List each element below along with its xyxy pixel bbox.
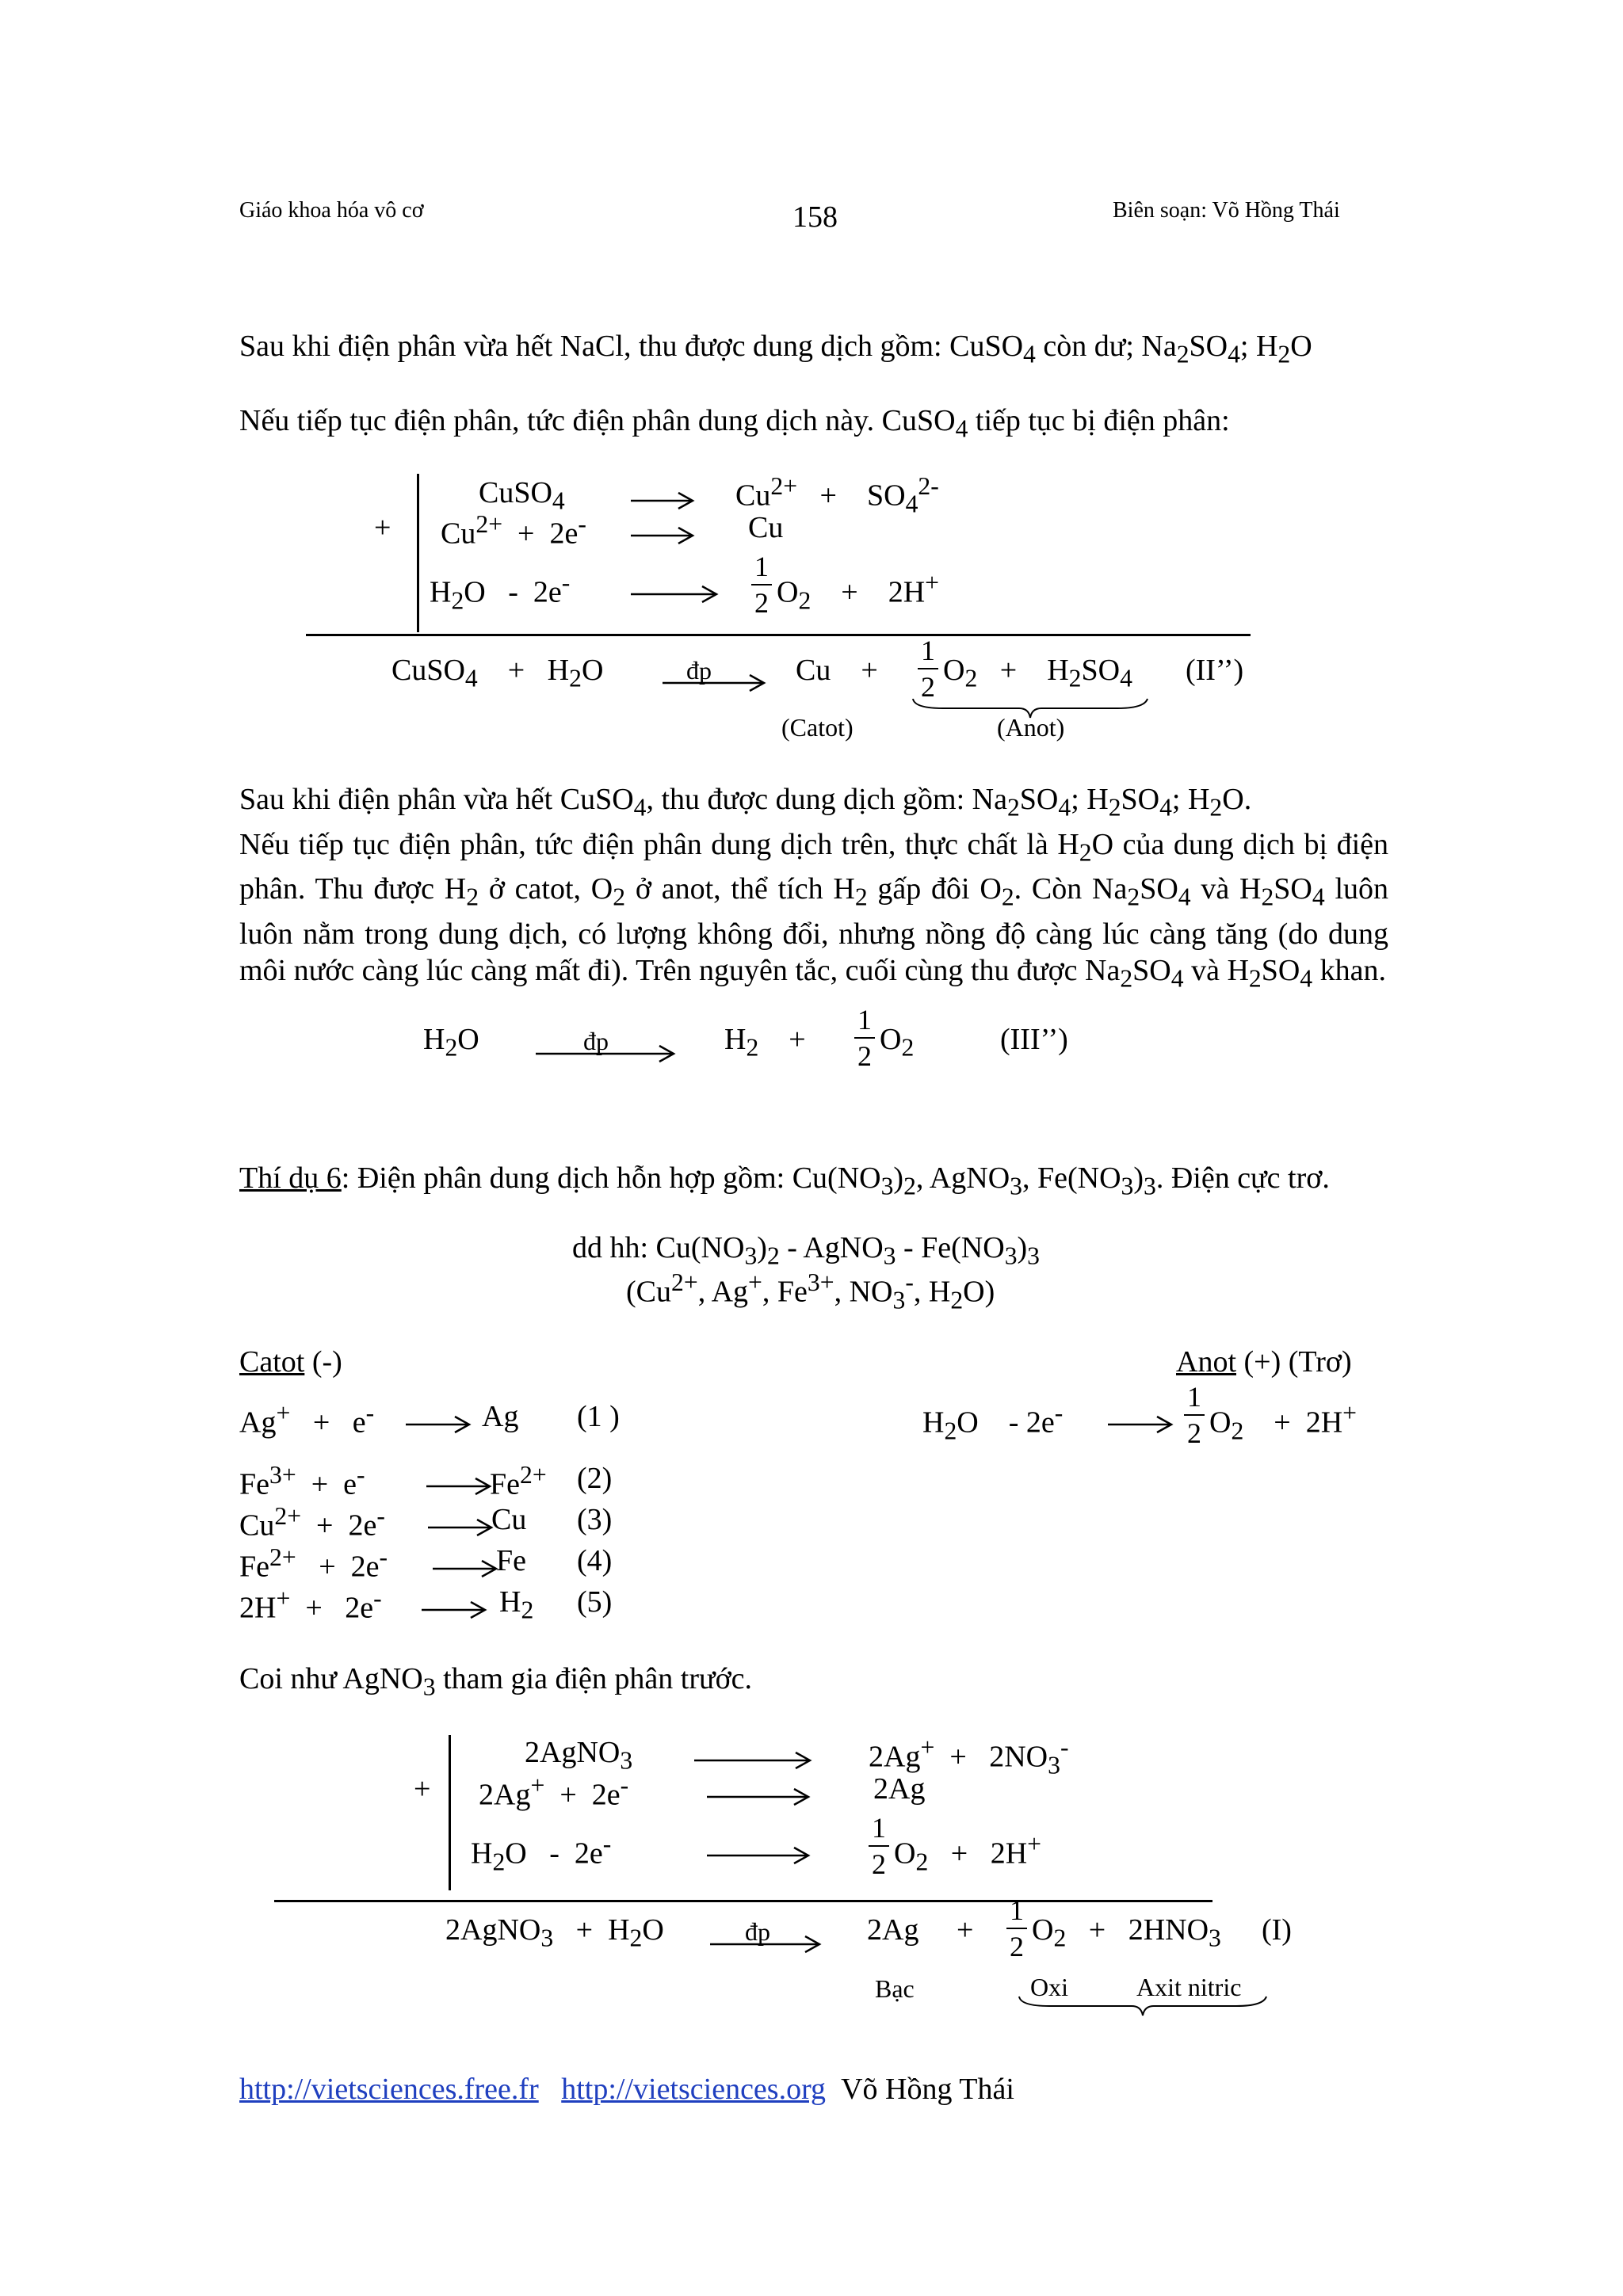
catot-reaction-left: $Fe^{3+} + e^-$ (239, 1461, 365, 1501)
overall-product-right: $O_2 + 2HNO_3$ (1032, 1913, 1221, 1952)
label-catot: (Catot) (781, 713, 854, 742)
arrow-icon (536, 1044, 675, 1063)
arrow-icon (707, 1846, 810, 1865)
footer-author: Võ Hồng Thái (841, 2073, 1014, 2106)
catot-reaction-right: $Fe^{2+}$ (490, 1461, 547, 1501)
arrow-icon (406, 1415, 471, 1434)
water-left: $H_2O$ (423, 1023, 479, 1062)
arrow-label: đp (583, 1027, 609, 1055)
mixture-ions: ($Cu^{2+}$, Ag+, $Fe^{3+}$, $NO_3^-$, $H_2O$) (626, 1268, 995, 1314)
fraction-one-half: 1 2 (1181, 1382, 1208, 1448)
reaction-dissociation-left: 2AgNO$_3$ (525, 1736, 633, 1775)
arrow-icon (422, 1600, 487, 1619)
arrow-icon (428, 1518, 493, 1537)
label-oxi: Oxi (1030, 1973, 1068, 2001)
reaction-anode-right: $O_2$ + 2H+ (777, 569, 940, 615)
example-6-heading: Thí dụ 6: Điện phân dung dịch hỗn hợp gồm: $Cu(NO_3)_2$, AgNO$_3$, $Fe(NO_3)_3$. Điện cực trơ. (239, 1161, 1330, 1200)
reaction-anode-left: $H_2O - 2e^-$ (430, 569, 571, 615)
fraction-one-half: 1 2 (865, 1813, 892, 1879)
overall-product-right: $O_2$ + $H_2SO_4$ (943, 654, 1132, 692)
arrow-icon (1108, 1415, 1173, 1434)
arrow-icon (631, 491, 694, 510)
arrow-icon (710, 1935, 821, 1954)
arrow-icon (426, 1477, 491, 1496)
catot-heading: Catot (-) (239, 1345, 342, 1379)
reaction-cathode-right: 2Ag (873, 1772, 926, 1806)
fraction-one-half: 1 2 (748, 551, 775, 618)
catot-reaction-left: 2H+ + 2e- (239, 1585, 382, 1625)
overall-product-ag: 2Ag + (867, 1913, 974, 1947)
footer (239, 2071, 1014, 2107)
arrow-icon (631, 585, 718, 604)
label-anot: (Anot) (997, 713, 1065, 742)
sum-line (306, 634, 1251, 636)
catot-reaction-right: Ag (482, 1400, 519, 1433)
water-product-h2: $H_2$ + (724, 1023, 806, 1062)
sum-plus-sign: + (374, 511, 391, 544)
footer-link-free-fr[interactable]: http://vietsciences.free.fr (239, 2073, 539, 2106)
reaction-cathode-left: $Cu^{2+} + 2e^-$ (441, 510, 586, 551)
arrow-label: đp (686, 656, 712, 685)
reaction-dissociation-right: $2Ag^+ + 2NO_3^-$ (869, 1733, 1069, 1779)
catot-reaction-left: $Fe^{2+} + 2e^-$ (239, 1543, 388, 1584)
equation-tag: (I) (1262, 1913, 1292, 1947)
anot-heading: Anot (+) (Trơ) (1176, 1345, 1352, 1379)
reaction-anode-left: $H_2O - 2e^-$ (471, 1830, 612, 1876)
paragraph-after-cuso4: Sau khi điện phân vừa hết CuSO$_4$, thu được dung dịch gồm: $Na_2SO_4$; $H_2SO_4$; $H_2O$. Nếu tiếp tục điện phân, tức điện phân dung dịch trên, thực chất là $H_2O$ của dung dịch bị điện phân. Thu được $H_2$ ở catot, $O_2$ ở anot, thể tích $H_2$ gấp đôi $O_2$. Còn $Na_2SO_4$ và $H_2SO_4$ luôn luôn nằm trong dung dịch, có lượng không đổi, nhưng nồng độ càng lúc càng tăng (do dung môi nước càng lúc càng mất đi). Trên nguyên tắc, cuối cùng thu được $Na_2SO_4$ và $H_2SO_4$ khan. (239, 783, 1389, 993)
bracket-line (417, 474, 419, 632)
fraction-one-half: 1 2 (915, 635, 941, 702)
equation-tag: (III’’) (1000, 1023, 1068, 1056)
catot-reaction-left: $Cu^{2+} + 2e^-$ (239, 1502, 385, 1543)
reaction-number: (3) (577, 1503, 613, 1536)
arrow-icon (707, 1787, 810, 1806)
header-right: Biên soạn: Võ Hồng Thái (1113, 198, 1340, 223)
arrow-icon (433, 1559, 498, 1578)
catot-reaction-right: Fe (496, 1544, 526, 1577)
reaction-number: (2) (577, 1462, 613, 1495)
overall-reaction-left: CuSO$_4$ + $H_2O$ (391, 654, 604, 692)
page-number: 158 (792, 200, 838, 234)
arrow-icon (631, 526, 694, 545)
paragraph-cuso4-intro: Nếu tiếp tục điện phân, tức điện phân dung dịch này. CuSO$_4$ tiếp tục bị điện phân: (239, 404, 1230, 443)
anot-reaction-left: $H_2O$ - 2e- (922, 1399, 1064, 1445)
arrow-label: đp (745, 1917, 770, 1946)
label-bac: Bạc (875, 1974, 915, 2003)
overall-reaction-left: 2AgNO$_3$ + $H_2O$ (445, 1913, 664, 1952)
reaction-number: (4) (577, 1544, 613, 1577)
sum-line (274, 1900, 1212, 1902)
sum-plus-sign: + (414, 1772, 431, 1806)
arrow-icon (694, 1751, 812, 1770)
label-axit-nitric: Axit nitric (1136, 1973, 1242, 2001)
equation-tag: (II’’) (1186, 654, 1244, 687)
reaction-number: (1 ) (577, 1400, 620, 1433)
reaction-anode-right: $O_2 + 2H^+$ (894, 1830, 1042, 1876)
arrow-icon (663, 673, 766, 692)
reaction-cathode-right: Cu (748, 511, 784, 544)
header-left: Giáo khoa hóa vô cơ (239, 198, 424, 223)
reaction-number: (5) (577, 1585, 613, 1619)
paragraph-agno3-first: Coi như AgNO$_3$ tham gia điện phân trước. (239, 1662, 753, 1701)
bracket-line (449, 1735, 451, 1890)
anot-reaction-right: $O_2$ + 2H+ (1209, 1399, 1358, 1445)
fraction-one-half: 1 2 (1003, 1895, 1030, 1962)
reaction-dissociation-right: $Cu^{2+}$ + $SO_4^{2-}$ (735, 472, 939, 518)
mixture-composition: dd hh: $Cu(NO_3)_2$ - AgNO$_3$ - $Fe(NO_3)_3$ (572, 1231, 1040, 1270)
catot-reaction-right: $H_2$ (499, 1585, 534, 1624)
reaction-dissociation-left: CuSO$_4$ (479, 476, 565, 515)
water-product-o2: $O_2$ (880, 1023, 915, 1062)
reaction-cathode-left: 2Ag+ + 2e- (479, 1772, 629, 1812)
paragraph-nacl: Sau khi điện phân vừa hết NaCl, thu được dung dịch gồm: CuSO$_4$ còn dư; $Na_2SO_4$; $H_2O$ (239, 330, 1312, 368)
brace-icon (1018, 1995, 1268, 2019)
catot-reaction-left: Ag+ + e- (239, 1399, 375, 1440)
fraction-one-half: 1 2 (851, 1005, 878, 1071)
catot-reaction-right: Cu (491, 1503, 527, 1536)
footer-link-org[interactable]: http://vietsciences.org (561, 2073, 827, 2106)
overall-product-cu: Cu + (796, 654, 878, 687)
